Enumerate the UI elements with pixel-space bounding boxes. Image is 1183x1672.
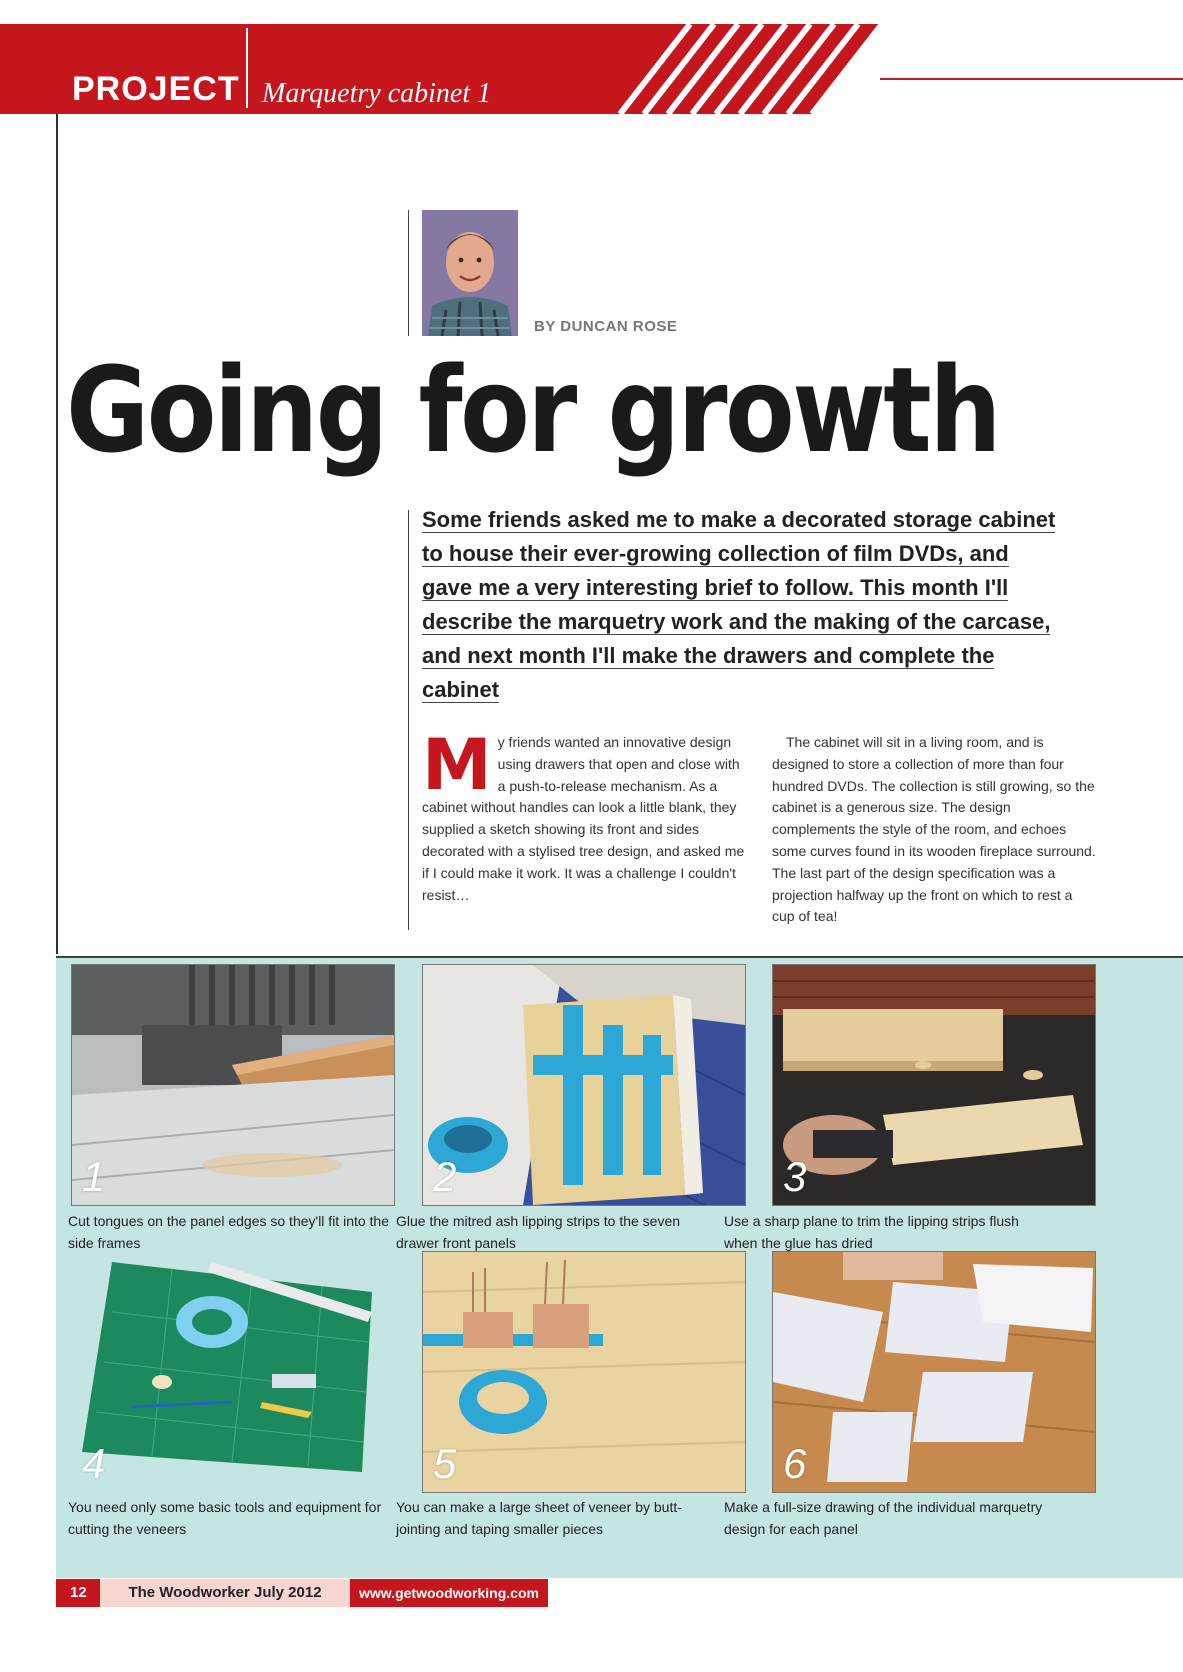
caption-4: You need only some basic tools and equipment for cutting the veneers: [68, 1499, 382, 1537]
caption-6: Make a full-size drawing of the individual marquetry design for each panel: [724, 1499, 1043, 1537]
section-subtitle: Marquetry cabinet 1: [262, 78, 492, 109]
author-portrait: [422, 210, 518, 336]
photo-number: 2: [433, 1153, 457, 1200]
photo-number: 1: [82, 1153, 106, 1200]
caption-2: Glue the mitred ash lipping strips to the seven drawer front panels: [396, 1213, 681, 1251]
standfirst: Some friends asked me to make a decorated storage cabinet to house their ever-growing collection of film DVDs, and gave me a very interesting brief to follow. This month I'll describe the marquetry work and the making of the carcase, and next month I'll make the drawers and complete the cabinet: [422, 507, 1056, 702]
caption-5: You can make a large sheet of veneer by butt-jointing and taping smaller pieces: [396, 1499, 682, 1537]
photo-panel: [56, 956, 1183, 1578]
drop-cap: M: [422, 724, 492, 806]
photo-1: [71, 964, 395, 1206]
photo-number: 3: [783, 1153, 807, 1200]
body-column-right: The cabinet will sit in a living room, and is designed to store a collection of more than four hundred DVDs. The collection is still growing, so the cabinet is a generous size. The design complements the style of the room, and echoes some curves found in its wooden fireplace surround. The last part of the design specification was a projection halfway up the front on which to rest a cup of tea!: [772, 734, 1096, 925]
photo-number: 6: [783, 1440, 807, 1487]
header-rule: [880, 78, 1183, 80]
body-column-left: [422, 724, 747, 906]
caption-1: Cut tongues on the panel edges so they'll fit into the side frames: [68, 1213, 390, 1251]
photo-3: [772, 964, 1096, 1206]
photo-number: 4: [82, 1440, 106, 1487]
byline: BY DUNCAN ROSE: [534, 318, 678, 335]
photo-5: [422, 1251, 746, 1493]
magazine-issue: The Woodworker July 2012: [100, 1579, 350, 1607]
caption-3: Use a sharp plane to trim the lipping strips flush when the glue has dried: [724, 1213, 1019, 1251]
section-label: PROJECT: [72, 70, 240, 108]
header-divider: [246, 28, 248, 108]
photo-4: [71, 1251, 395, 1493]
photo-6: [772, 1251, 1096, 1493]
header-stripes: [600, 24, 900, 114]
photo-2: [422, 964, 746, 1206]
intro-rule: [408, 510, 409, 930]
photo-number: 5: [433, 1440, 457, 1487]
byline-rule: [408, 210, 409, 336]
website-link[interactable]: www.getwoodworking.com: [350, 1579, 548, 1607]
left-rule: [56, 114, 58, 954]
page-number: 12: [56, 1579, 100, 1607]
body-text-left: y friends wanted an innovative design using drawers that open and close with a push-to-release mechanism. As a cabinet without handles can look a little blank, they supplied a sketch showing its front and sides decorated with a stylised tree design, and asked me if I could make it work. It was a challenge I couldn't resist…: [422, 734, 745, 903]
headline: Going for growth: [66, 341, 999, 479]
